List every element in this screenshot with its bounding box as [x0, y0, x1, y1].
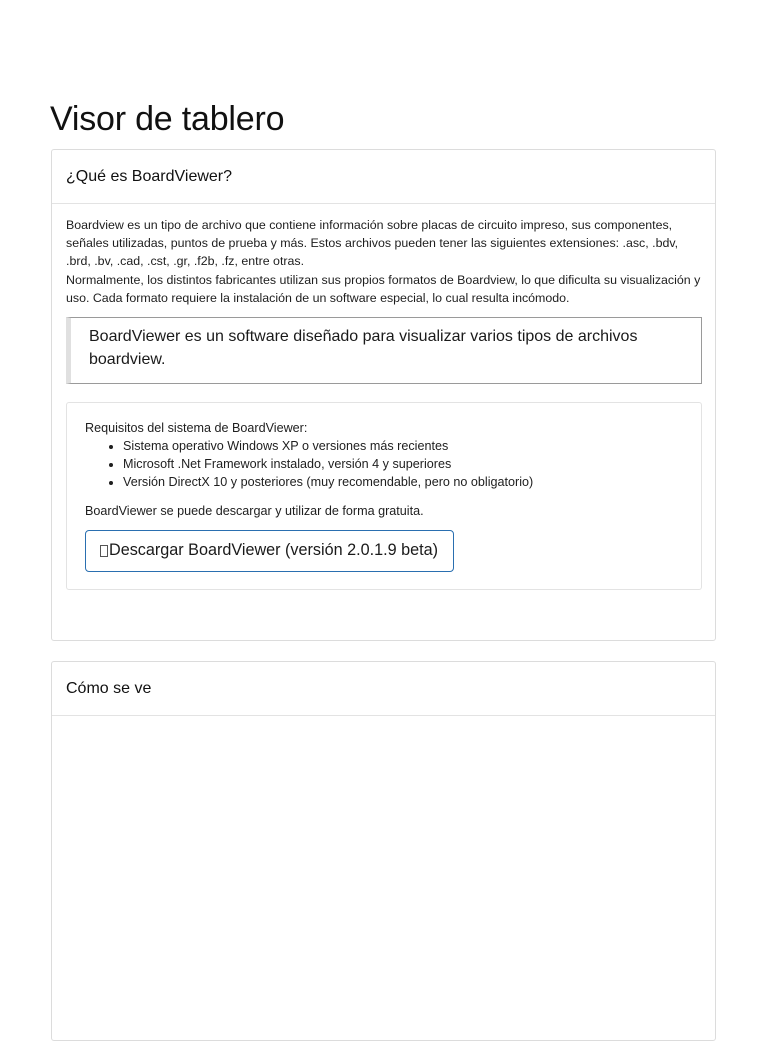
download-icon	[100, 545, 108, 557]
intro-paragraph-2: Normalmente, los distintos fabricantes utilizan sus propios formatos de Boardview, lo que dificulta su visualización y uso. Cada formato requiere la instalación de un software especial, lo cual resulta incómodo.	[66, 272, 701, 305]
download-button-label: Descargar BoardViewer (versión 2.0.1.9 beta)	[109, 541, 439, 560]
how-it-looks-card-body	[52, 716, 715, 728]
download-button[interactable]	[85, 530, 454, 572]
what-is-card	[51, 149, 716, 641]
requirements-title: Requisitos del sistema de BoardViewer:	[85, 421, 308, 436]
requirement-item: • Sistema operativo Windows XP o versiones más recientes	[123, 437, 683, 455]
free-download-text: BoardViewer se puede descargar y utilizar de forma gratuita.	[85, 503, 424, 518]
page-title: Visor de tablero	[50, 100, 285, 138]
how-it-looks-card	[51, 661, 716, 1041]
what-is-card-header: ¿Qué es BoardViewer?	[52, 150, 715, 204]
requirement-item: • Versión DirectX 10 y posteriores (muy recomendable, pero no obligatorio)	[123, 473, 683, 491]
highlight-quote: BoardViewer es un software diseñado para visualizar varios tipos de archivos boardview.	[66, 317, 702, 384]
requirements-box	[66, 402, 702, 590]
what-is-card-body	[52, 204, 715, 590]
how-it-looks-card-header: Cómo se ve	[52, 662, 715, 716]
requirement-item: • Microsoft .Net Framework instalado, versión 4 y superiores	[123, 455, 683, 473]
intro-paragraph-1: Boardview es un tipo de archivo que contiene información sobre placas de circuito impreso, sus componentes, señales utilizadas, puntos de prueba y más. Estos archivos pueden tener las siguientes extensiones: .asc, .bdv, .brd, .bv, .cad, .cst, .gr, .f2b, .fz, entre otras.	[66, 218, 679, 269]
requirements-list	[85, 437, 683, 492]
intro-text	[66, 216, 701, 307]
